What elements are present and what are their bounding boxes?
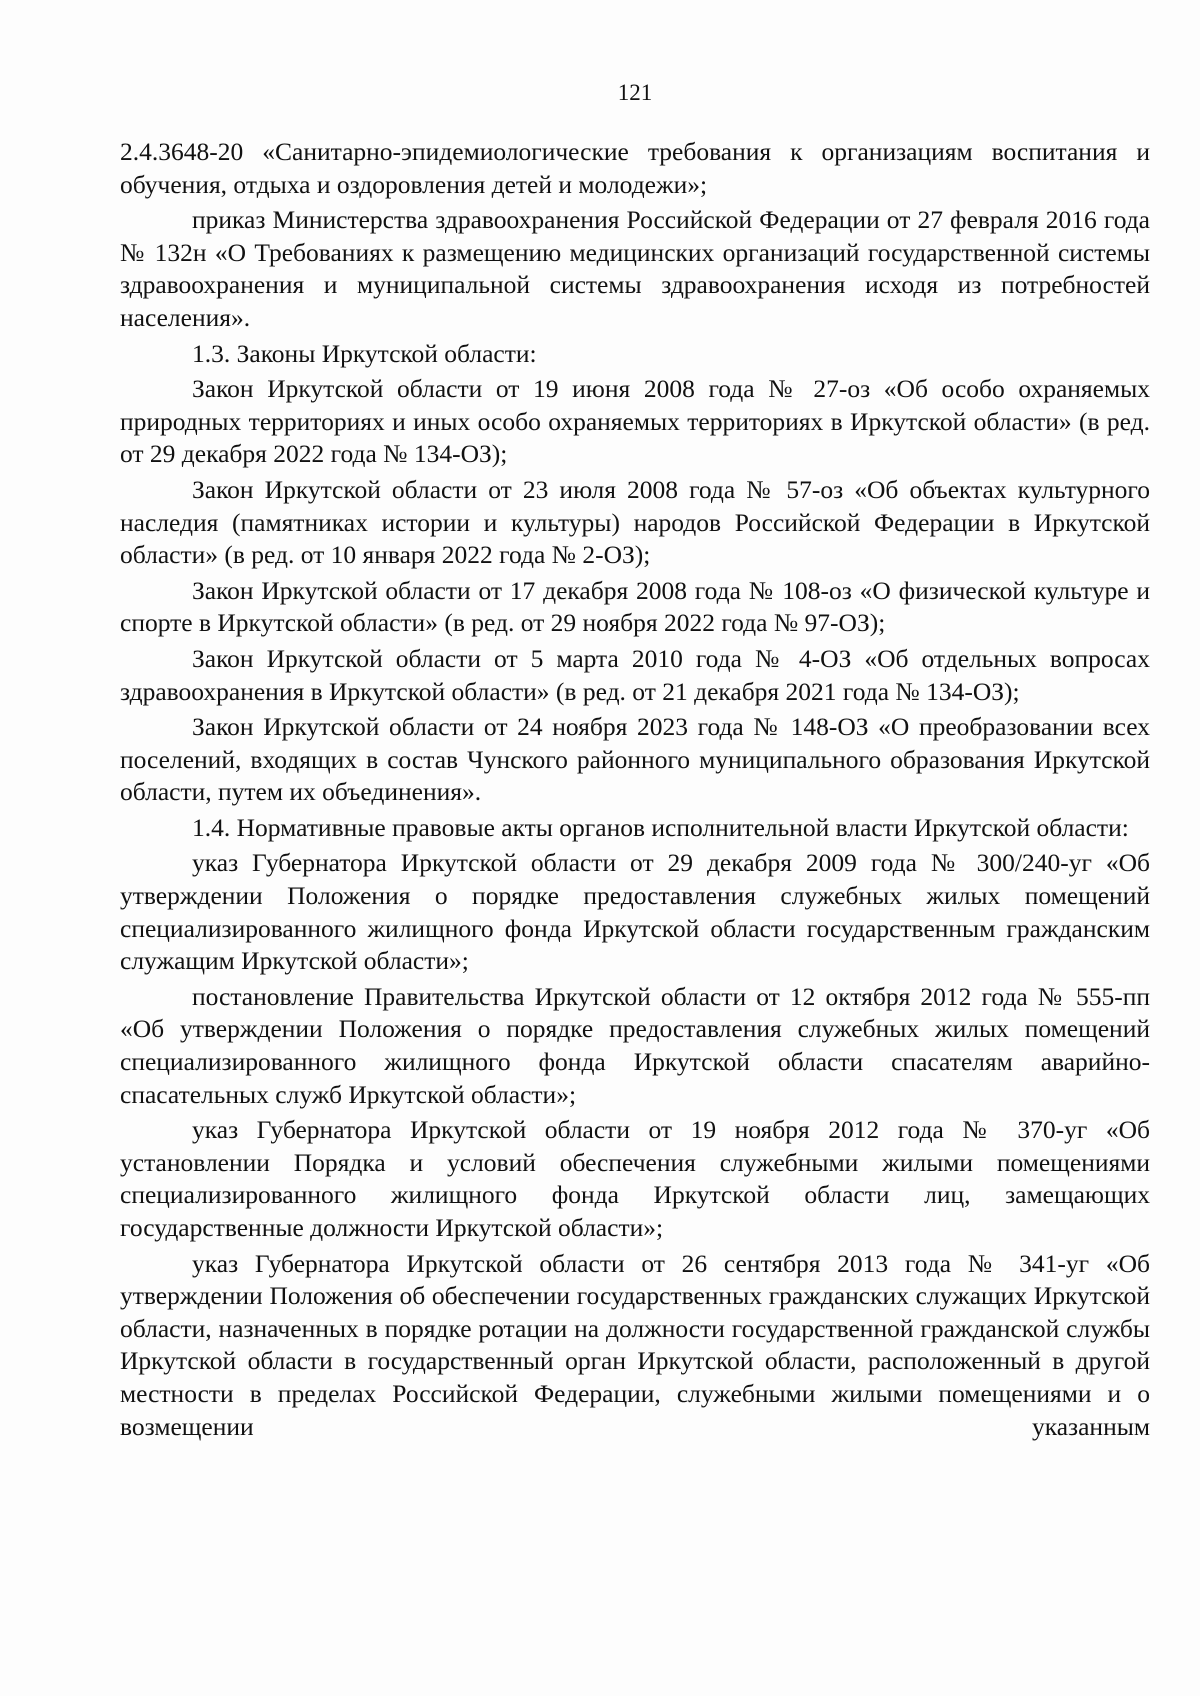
page-number: 121 (617, 80, 653, 105)
paragraph-sanpin-continuation: 2.4.3648-20 «Санитарно-эпидемиологические требования к организациям воспитания и обучения, отдыха и оздоровления детей и молодежи»; (120, 137, 1150, 199)
paragraph-law-27-oz: Закон Иркутской области от 19 июня 2008 года № 27-оз «Об особо охраняемых природных территориях и иных особо охраняемых территориях в Иркутской области» (в ред. от 29 декабря 2022 года № 134-ОЗ); (120, 374, 1150, 469)
paragraph-law-148-oz: Закон Иркутской области от 24 ноября 2023 года № 148-ОЗ «О преобразовании всех поселений, входящих в состав Чунского районного муниципального образования Иркутской области, путем их объединения». (120, 712, 1150, 807)
paragraph-decree-300-240-ug: указ Губернатора Иркутской области от 29 декабря 2009 года № 300/240-уг «Об утверждении Положения о порядке предоставления служебных жилых помещений специализированного жилищного фонда Иркутской области государственным гражданским служащим Иркутской области»; (120, 848, 1150, 976)
section-heading-1-3: 1.3. Законы Иркутской области: (192, 338, 537, 368)
paragraph-decree-341-ug: указ Губернатора Иркутской области от 26 сентября 2013 года № 341-уг «Об утверждении Положения об обеспечении государственных гражданских служащих Иркутской области, назначенных в порядке ротации на должности государственной гражданской службы Иркутской области в государственный орган Иркутской области, расположенный в другой местности в пределах Российской Федерации, служебными жилыми помещениями и о возмещении указанным (120, 1248, 1150, 1441)
paragraph-law-108-oz: Закон Иркутской области от 17 декабря 2008 года № 108-оз «О физической культуре и спорте в Иркутской области» (в ред. от 29 ноября 2022 года № 97-ОЗ); (120, 575, 1150, 638)
document-body (120, 136, 1150, 1446)
section-heading-1-4: 1.4. Нормативные правовые акты органов исполнительной власти Иркутской области: (192, 812, 1129, 842)
paragraph-order-132n: приказ Министерства здравоохранения Российской Федерации от 27 февраля 2016 года № 132н «О Требованиях к размещению медицинских организаций государственной системы здравоохранения и муниципальной системы здравоохранения исходя из потребностей населения». (120, 205, 1150, 332)
paragraph-law-4-oz: Закон Иркутской области от 5 марта 2010 года № 4-ОЗ «Об отдельных вопросах здравоохранения в Иркутской области» (в ред. от 21 декабря 2021 года № 134-ОЗ); (120, 643, 1150, 706)
paragraph-resolution-555-pp: постановление Правительства Иркутской области от 12 октября 2012 года № 555-пп «Об утверждении Положения о порядке предоставления служебных жилых помещений специализированного жилищного фонда Иркутской области спасателям аварийно-спасательных служб Иркутской области»; (120, 981, 1150, 1109)
paragraph-law-57-oz: Закон Иркутской области от 23 июля 2008 года № 57-оз «Об объектах культурного наследия (памятниках истории и культуры) народов Российской Федерации в Иркутской области» (в ред. от 10 января 2022 года № 2-ОЗ); (120, 474, 1150, 570)
paragraph-decree-370-ug: указ Губернатора Иркутской области от 19 ноября 2012 года № 370-уг «Об установлении Порядка и условий обеспечения служебными жилыми помещениями специализированного жилищного фонда Иркутской области лиц, замещающих государственные должности Иркутской области»; (120, 1115, 1150, 1242)
